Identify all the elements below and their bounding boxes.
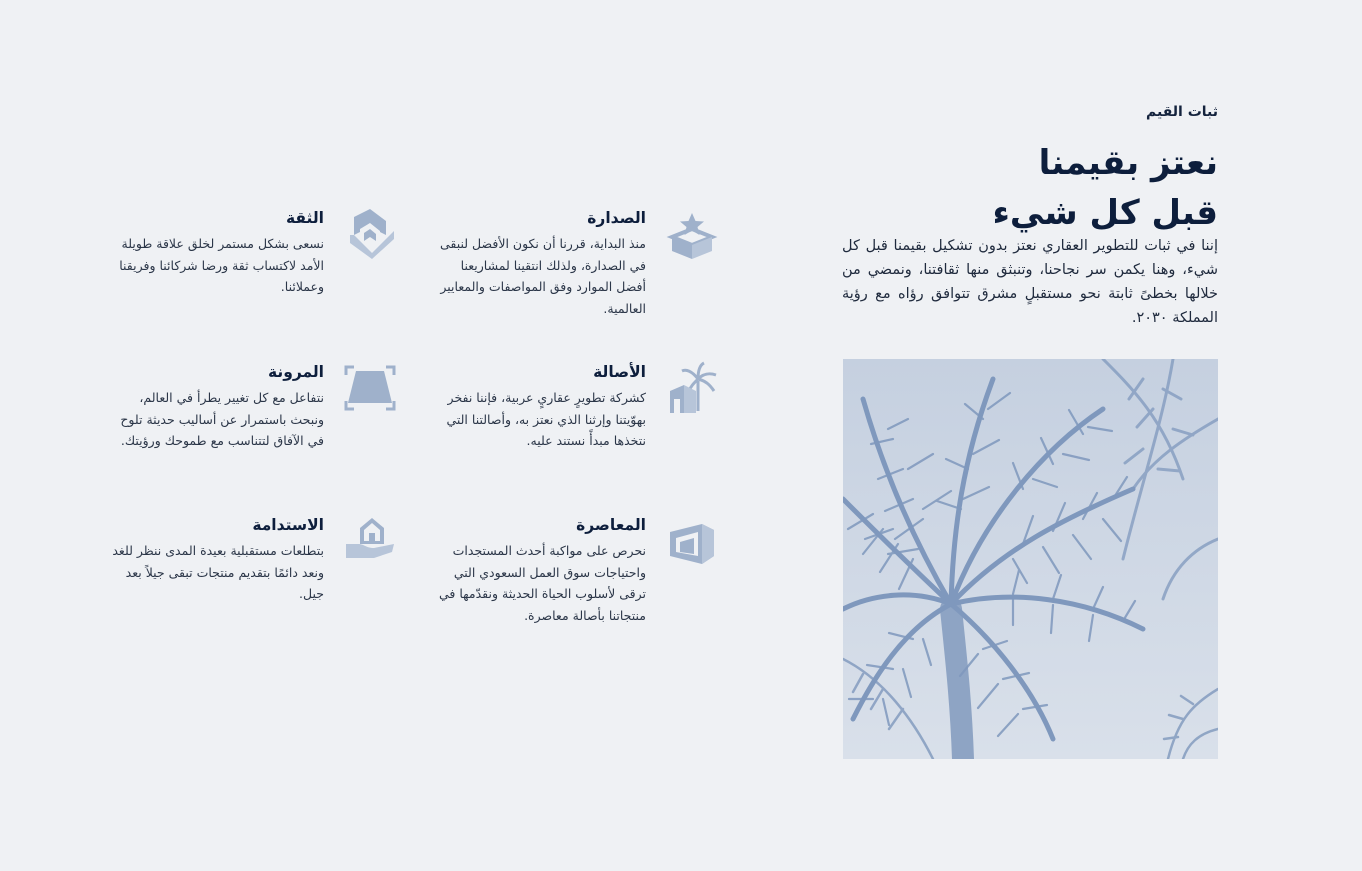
section-eyebrow: ثبات القيم — [1146, 104, 1218, 120]
modern-building-icon — [666, 514, 718, 566]
value-description: بتطلعات مستقبلية بعيدة المدى ننظر للغد ونعد دائمًا بتقديم منتجات تبقى جيلاً بعد جيل. — [112, 543, 324, 601]
value-title: المعاصرة — [576, 516, 646, 534]
value-title: الأصالة — [593, 363, 646, 381]
value-title: الثقة — [285, 209, 324, 227]
value-title: الاستدامة — [252, 516, 324, 534]
headline-line-2: قبل كل شيء — [992, 193, 1218, 233]
value-description: نتفاعل مع كل تغيير يطرأ في العالم، ونبحث باستمرار عن أساليب حديثة تلوح في الآفاق لتتناسب مع طموحك ورؤيتك. — [120, 390, 324, 448]
palm-tree-photo — [843, 359, 1218, 759]
value-description: نسعى بشكل مستمر لخلق علاقة طويلة الأمد لاكتساب ثقة ورضا شركائنا وفريقنا وعملائنا. — [119, 236, 324, 294]
value-description: نحرص على مواكبة أحدث المستجدات واحتياجات سوق العمل السعودي التي ترقى لأسلوب الحياة الحديثة ونقدّمها في منتجاتنا بأصالة معاصرة. — [438, 543, 646, 623]
palm-building-icon — [666, 361, 718, 413]
value-title: الصدارة — [587, 209, 646, 227]
intro-paragraph: إننا في ثبات للتطوير العقاري نعتز بدون تشكيل بقيمنا قبل كل شيء، وهنا يكمن سر نجاحنا، وتنبثق منها ثقافتنا، ونمضي من خلالها بخطىً ثابتة نحو مستقبلٍ مشرق تتوافق رؤاه مع رؤية المملكة ٢٠٣٠. — [842, 238, 1218, 326]
page-title — [838, 138, 1218, 238]
hand-house-icon — [344, 207, 396, 259]
hand-home-icon — [344, 514, 396, 566]
value-title: المرونة — [267, 363, 324, 381]
headline-line-1: نعتز بقيمنا — [1038, 143, 1218, 183]
flexible-frame-icon — [344, 361, 396, 413]
value-description: كشركة تطويرٍ عقاريٍ عربية، فإننا نفخر بهوّيتنا وإرثنا الذي نعتز به، وأصالتنا التي نتخذها مبدأً نستند عليه. — [446, 390, 646, 448]
star-box-icon — [666, 207, 718, 259]
value-description: منذ البداية، قررنا أن نكون الأفضل لنبقى في الصدارة، ولذلك انتقينا لمشاريعنا أفضل الموارد وفق المواصفات والمعايير العالمية. — [439, 236, 646, 316]
